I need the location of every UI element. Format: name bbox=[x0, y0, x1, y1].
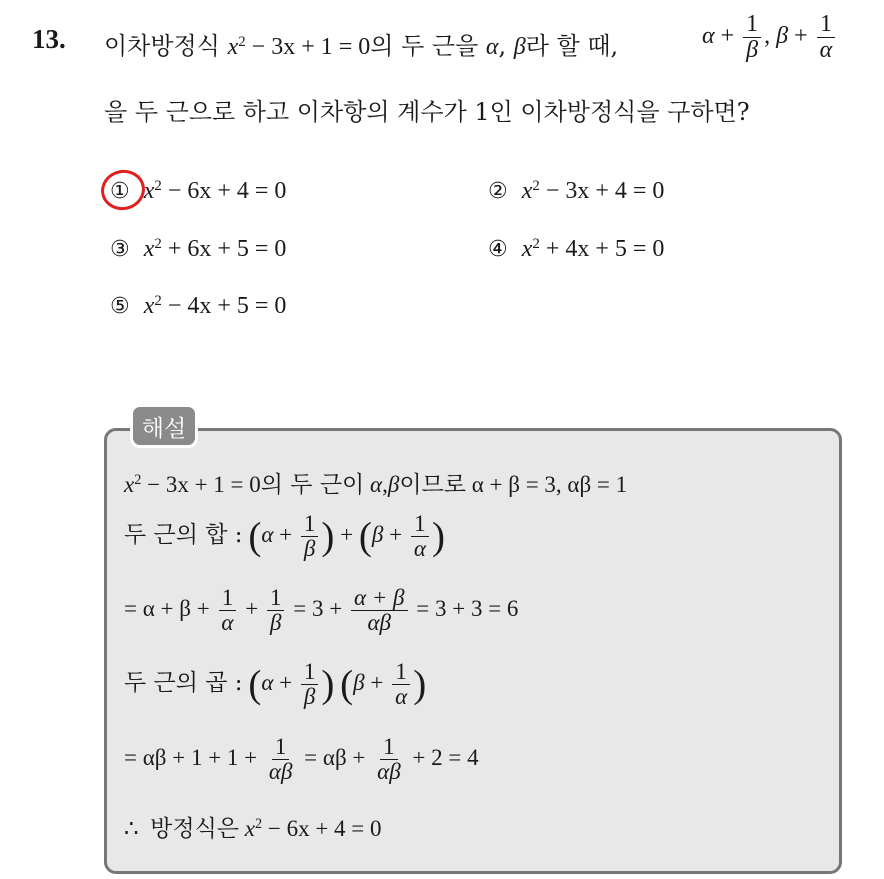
solution-label: 해설 bbox=[130, 404, 198, 448]
alpha-symbol: α bbox=[485, 34, 499, 60]
choice-equation: + 4x + 5 = 0 bbox=[545, 236, 665, 262]
choice-number: ④ bbox=[488, 237, 508, 262]
choice-2[interactable]: ② $x^2 - 3x + 4 = 0$ bbox=[488, 177, 665, 204]
question-text: 이차방정식 bbox=[104, 32, 220, 60]
question-fractions bbox=[702, 12, 838, 63]
solution-line-product-calc: = αβ + 1 + 1 + $\frac{1}{\alpha\beta}$ = αβ + $\frac{1}{\alpha\beta}$ + 2 = 4 bbox=[124, 734, 479, 785]
solution-line-sum-calc: = α + β + $\frac{1}{\alpha}$ + $\frac{1}{\beta}$ = 3 + $\frac{\alpha + \beta}{\alpha\beta}$ = 3 + 3 = 6 bbox=[124, 585, 519, 636]
therefore-icon: ∴ bbox=[124, 816, 139, 841]
plus-sign: + bbox=[720, 23, 735, 50]
beta-symbol: β bbox=[513, 34, 526, 60]
choice-equation: + 6x + 5 = 0 bbox=[167, 236, 287, 262]
choice-number: ① bbox=[110, 179, 130, 204]
choice-equation: − 3x + 4 = 0 bbox=[545, 178, 665, 204]
choice-1[interactable]: ① $x^2 - 6x + 4 = 0$ bbox=[110, 177, 287, 204]
choice-4[interactable]: ④ $x^2 + 4x + 5 = 0$ bbox=[488, 235, 665, 262]
solution-line-product: 두 근의 곱 : (α + $\frac{1}{\beta}$ ) (β + $\frac{1}{\alpha}$ ) bbox=[124, 659, 427, 710]
plus-sign: + bbox=[794, 23, 808, 50]
solution-conclusion: ∴ 방정식은 $x^2 - 6x + 4 = 0$ bbox=[124, 816, 382, 842]
alpha-symbol: α bbox=[702, 23, 715, 50]
choice-3[interactable]: ③ $x^2 + 6x + 5 = 0$ bbox=[110, 235, 287, 262]
choice-5[interactable]: ⑤ $x^2 - 4x + 5 = 0$ bbox=[110, 292, 287, 319]
solution-line-1: $x^2 - 3x + 1 = 0$의 두 근이 α,β이므로 α + β = 3, αβ = 1 bbox=[124, 472, 628, 498]
question-line-2: 을 두 근으로 하고 이차항의 계수가 1인 이차방정식을 구하면? bbox=[104, 98, 750, 126]
beta-symbol: β bbox=[776, 23, 789, 50]
choice-equation: − 6x + 4 = 0 bbox=[167, 178, 287, 204]
comma: , bbox=[764, 23, 771, 50]
question-line-1: 이차방정식 $x^2 - 3x + 1 = 0$의 두 근을 α, β라 할 때, bbox=[104, 32, 619, 60]
comma: , bbox=[498, 32, 507, 60]
question-text: 라 할 때, bbox=[525, 32, 619, 60]
question-number: 13. bbox=[32, 24, 66, 54]
choice-number: ⑤ bbox=[110, 294, 130, 319]
choice-equation: − 4x + 5 = 0 bbox=[167, 293, 287, 319]
solution-line-sum: 두 근의 합 : (α + $\frac{1}{\beta}$ ) + (β + $\frac{1}{\alpha}$ ) bbox=[124, 511, 445, 562]
equation: − 3x + 1 = 0 bbox=[251, 34, 371, 60]
question-text: 의 두 근을 bbox=[370, 32, 479, 60]
choice-number: ③ bbox=[110, 237, 130, 262]
fraction: $\frac{1}{\beta}$ bbox=[743, 12, 761, 63]
choice-number: ② bbox=[488, 179, 508, 204]
fraction: $\frac{1}{\alpha}$ bbox=[817, 12, 836, 63]
